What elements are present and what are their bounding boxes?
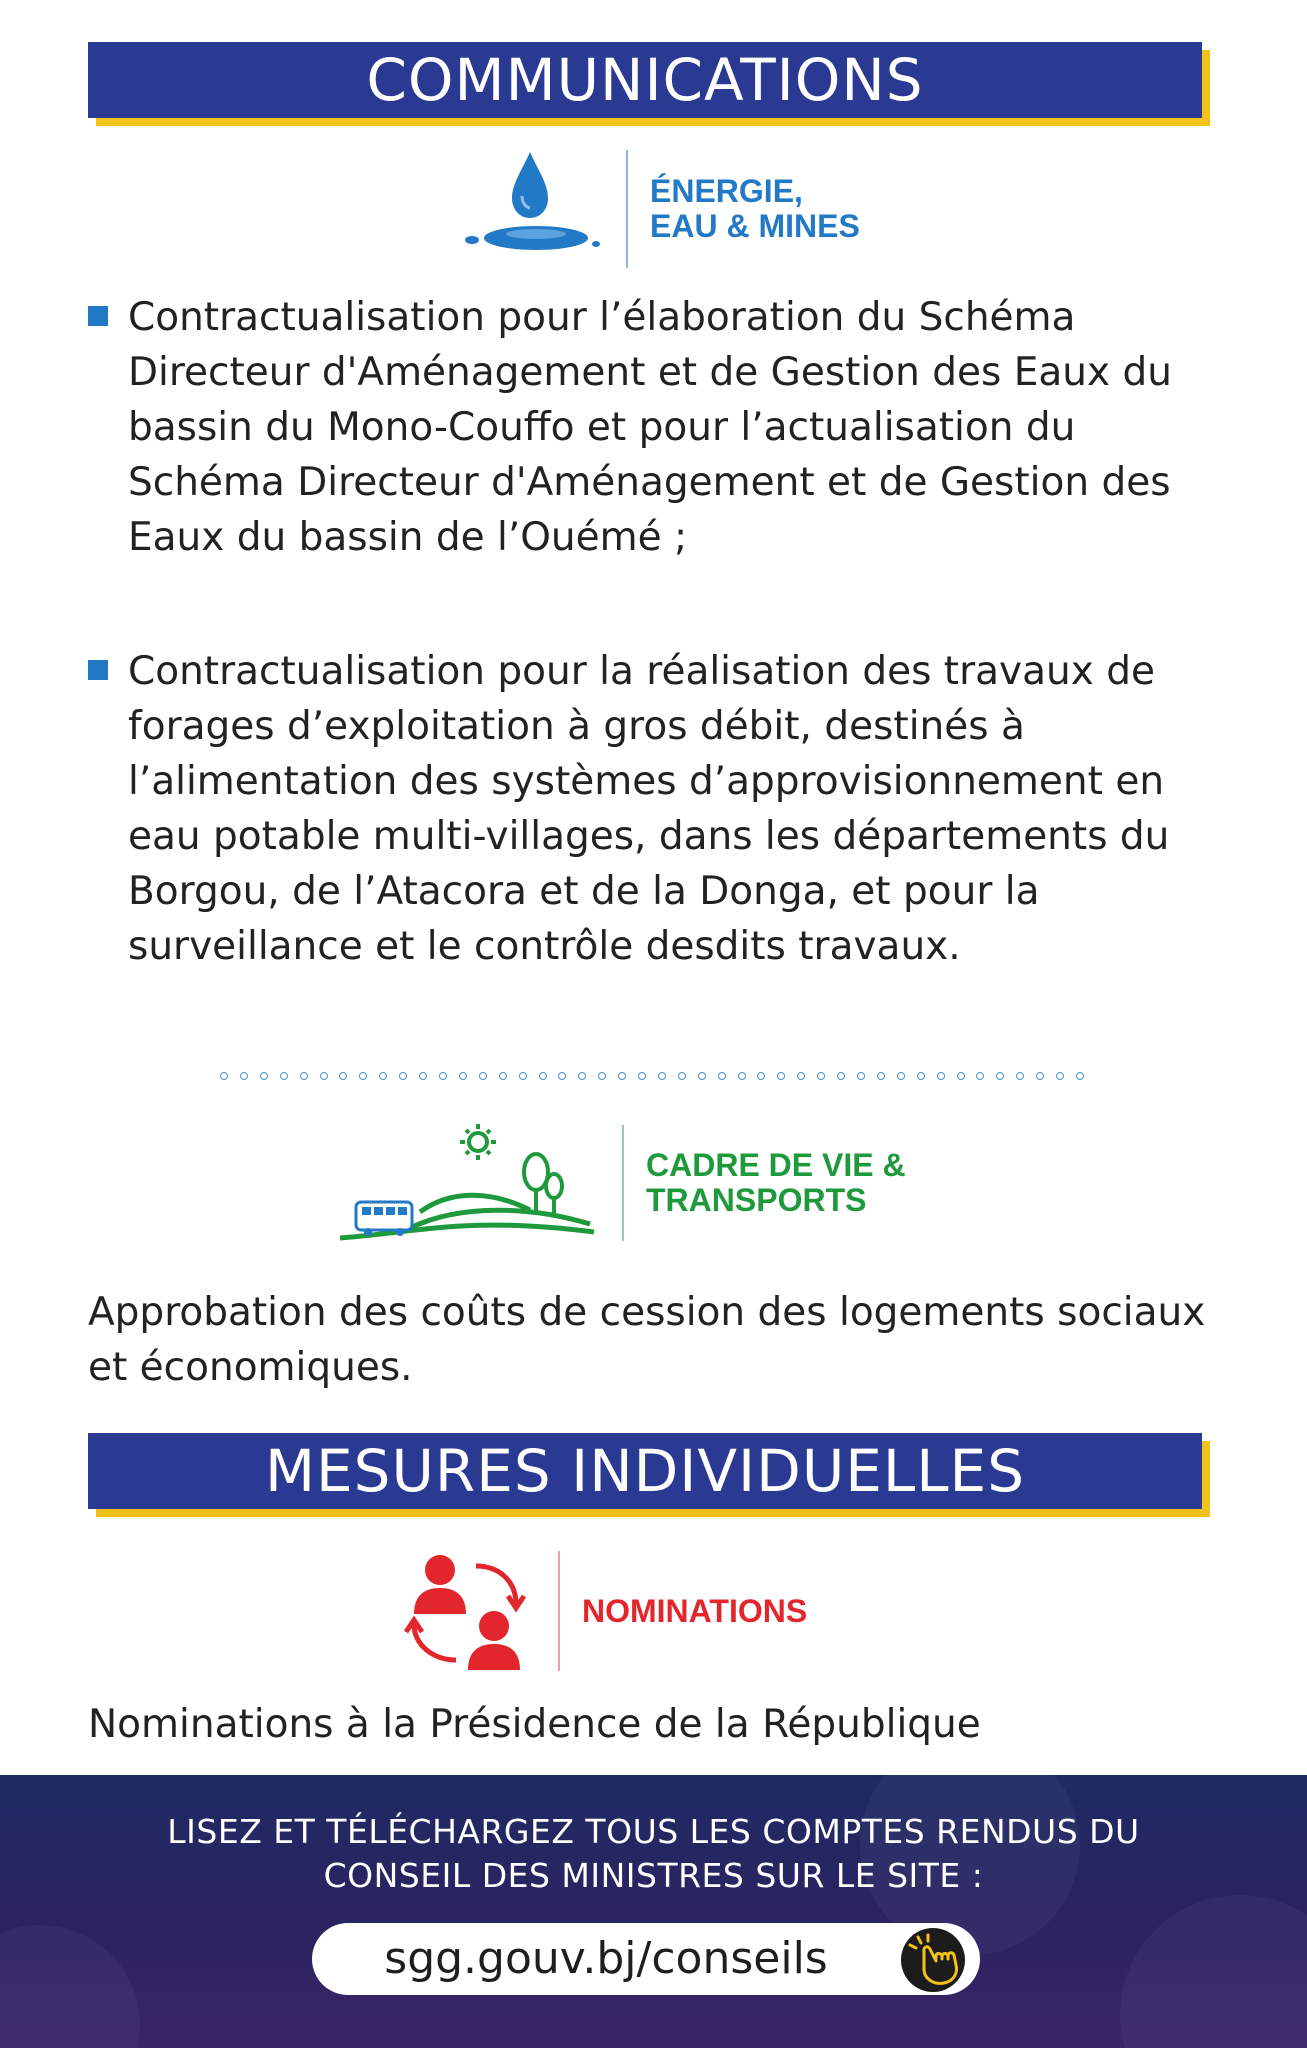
section-banner-communications: [88, 42, 1202, 118]
divider-dot: [638, 1072, 646, 1080]
divider-dot: [280, 1072, 288, 1080]
banner-title: COMMUNICATIONS: [366, 46, 924, 114]
divider-dot: [797, 1072, 805, 1080]
divider-dot: [499, 1072, 507, 1080]
sector-separator: [558, 1551, 560, 1671]
footer-message: [0, 1810, 1307, 1898]
sector-separator: [626, 150, 628, 268]
hand-click-icon[interactable]: [888, 1925, 978, 1995]
divider-dot: [718, 1072, 726, 1080]
nominations-text: Nominations à la Présidence de la République: [88, 1702, 981, 1747]
dotted-divider: [220, 1072, 1084, 1082]
footer-decoration: [1120, 1895, 1307, 2048]
divider-dot: [260, 1072, 268, 1080]
divider-dot: [678, 1072, 686, 1080]
divider-dot: [1036, 1072, 1044, 1080]
divider-dot: [399, 1072, 407, 1080]
sector-label: NOMINATIONS: [582, 1592, 808, 1629]
water-drop-icon: [460, 150, 600, 268]
divider-dot: [320, 1072, 328, 1080]
divider-dot: [618, 1072, 626, 1080]
bullet-marker: [88, 306, 108, 326]
divider-dot: [738, 1072, 746, 1080]
divider-dot: [300, 1072, 308, 1080]
sector-header-energie: [460, 150, 860, 268]
divider-dot: [519, 1072, 527, 1080]
list-item-text: Contractualisation pour l’élaboration du Schéma Directeur d'Aménagement et de Gestion des Eaux du bassin du Mono-Couffo et pour l’actualisation du Schéma Directeur d'Aménagement et de Gestion des Eaux du bassin de l’Ouémé ;: [128, 295, 1172, 560]
divider-dot: [996, 1072, 1004, 1080]
divider-dot: [937, 1072, 945, 1080]
divider-dot: [957, 1072, 965, 1080]
divider-dot: [917, 1072, 925, 1080]
divider-dot: [837, 1072, 845, 1080]
cadre-text: Approbation des coûts de cession des logements sociaux et économiques.: [88, 1290, 1206, 1390]
divider-dot: [359, 1072, 367, 1080]
list-item: [88, 290, 1238, 565]
divider-dot: [757, 1072, 765, 1080]
list-item: [88, 644, 1238, 974]
sector-header-cadre-de-vie: [340, 1120, 906, 1246]
divider-dot: [897, 1072, 905, 1080]
divider-dot: [439, 1072, 447, 1080]
footer-line-2: CONSEIL DES MINISTRES SUR LE SITE :: [323, 1856, 984, 1895]
divider-dot: [539, 1072, 547, 1080]
divider-dot: [976, 1072, 984, 1080]
divider-dot: [877, 1072, 885, 1080]
divider-dot: [578, 1072, 586, 1080]
divider-dot: [240, 1072, 248, 1080]
divider-dot: [1016, 1072, 1024, 1080]
divider-dot: [817, 1072, 825, 1080]
divider-dot: [220, 1072, 228, 1080]
divider-dot: [598, 1072, 606, 1080]
divider-dot: [379, 1072, 387, 1080]
people-exchange-icon: [400, 1548, 532, 1674]
divider-dot: [1076, 1072, 1084, 1080]
bullet-marker: [88, 660, 108, 680]
footer-line-1: LISEZ ET TÉLÉCHARGEZ TOUS LES COMPTES RENDUS DU: [167, 1812, 1140, 1851]
sector-header-nominations: [400, 1548, 807, 1674]
divider-dot: [479, 1072, 487, 1080]
divider-dot: [857, 1072, 865, 1080]
divider-dot: [777, 1072, 785, 1080]
footer-decoration: [0, 1925, 140, 2048]
sector-label: CADRE DE VIE & TRANSPORTS: [646, 1147, 906, 1218]
sector-separator: [622, 1125, 624, 1241]
divider-dot: [658, 1072, 666, 1080]
divider-dot: [419, 1072, 427, 1080]
divider-dot: [558, 1072, 566, 1080]
sector-label: ÉNERGIE, EAU & MINES: [650, 173, 860, 244]
divider-dot: [698, 1072, 706, 1080]
list-item-text: Contractualisation pour la réalisation des travaux de forages d’exploitation à gros débit, destinés à l’alimentation des systèmes d’approvisionnement en eau potable multi-villages, dans les départements du Borgou, de l’Atacora et de la Donga, et pour la surveillance et le contrôle desdits travaux.: [128, 649, 1170, 969]
divider-dot: [459, 1072, 467, 1080]
divider-dot: [1056, 1072, 1064, 1080]
section-banner-mesures: [88, 1433, 1202, 1509]
footer: [0, 1775, 1307, 2048]
divider-dot: [339, 1072, 347, 1080]
banner-title: MESURES INDIVIDUELLES: [264, 1437, 1026, 1505]
landscape-bus-icon: [340, 1120, 596, 1246]
website-link[interactable]: sgg.gouv.bj/conseils: [312, 1923, 980, 1995]
